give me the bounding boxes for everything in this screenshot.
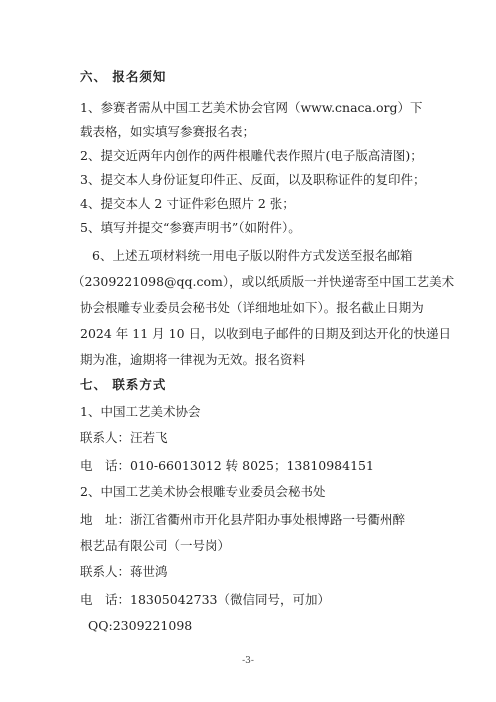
item6-line5: 期为准，逾期将一律视为无效。报名资料	[80, 352, 306, 367]
item6-line1: 6、上述五项材料统一用电子版以附件方式发送至报名邮箱	[92, 248, 413, 263]
org2: 2、中国工艺美术协会根雕专业委员会秘书处	[80, 484, 326, 499]
item6-line2: （2309221098@qq.com），或以纸质版一并快递寄至中国工艺美术	[72, 274, 455, 289]
item1-line2: 载表格，如实填写参赛报名表；	[80, 124, 256, 139]
section7-heading: 七、 联系方式	[80, 377, 167, 392]
item5: 5、填写并提交“参赛声明书”（如附件）。	[80, 220, 301, 235]
org1-phone: 电 话：010-66013012 转 8025；13810984151	[80, 458, 374, 473]
item2: 2、提交近两年内创作的两件根雕代表作照片(电子版高清图)；	[80, 148, 423, 163]
item3: 3、提交本人身份证复印件正、反面，以及职称证件的复印件；	[80, 172, 426, 187]
org2-contact: 联系人：蒋世鸿	[80, 564, 168, 579]
org2-address-line2: 根艺品有限公司（一号岗）	[80, 538, 231, 553]
page-number: -3-	[242, 656, 254, 666]
item1-line1: 1、参赛者需从中国工艺美术协会官网（www.cnaca.org）下	[80, 100, 423, 115]
org2-address-line1: 地 址：浙江省衢州市开化县芹阳办事处根博路一号衢州醉	[80, 512, 406, 527]
item4: 4、提交本人 2 寸证件彩色照片 2 张；	[80, 196, 295, 211]
item6-line4: 2024 年 11 月 10 日，以收到电子邮件的日期及到达开化的快递日	[80, 326, 451, 341]
org1: 1、中国工艺美术协会	[80, 404, 201, 419]
org2-qq: QQ:2309221098	[88, 618, 193, 633]
org1-contact: 联系人：汪若飞	[80, 430, 168, 445]
org2-phone: 电 话：18305042733（微信同号，可加）	[80, 592, 330, 607]
section6-heading: 六、 报名须知	[80, 69, 167, 84]
item6-line3: 协会根雕专业委员会秘书处（详细地址如下）。报名截止日期为	[80, 300, 424, 315]
